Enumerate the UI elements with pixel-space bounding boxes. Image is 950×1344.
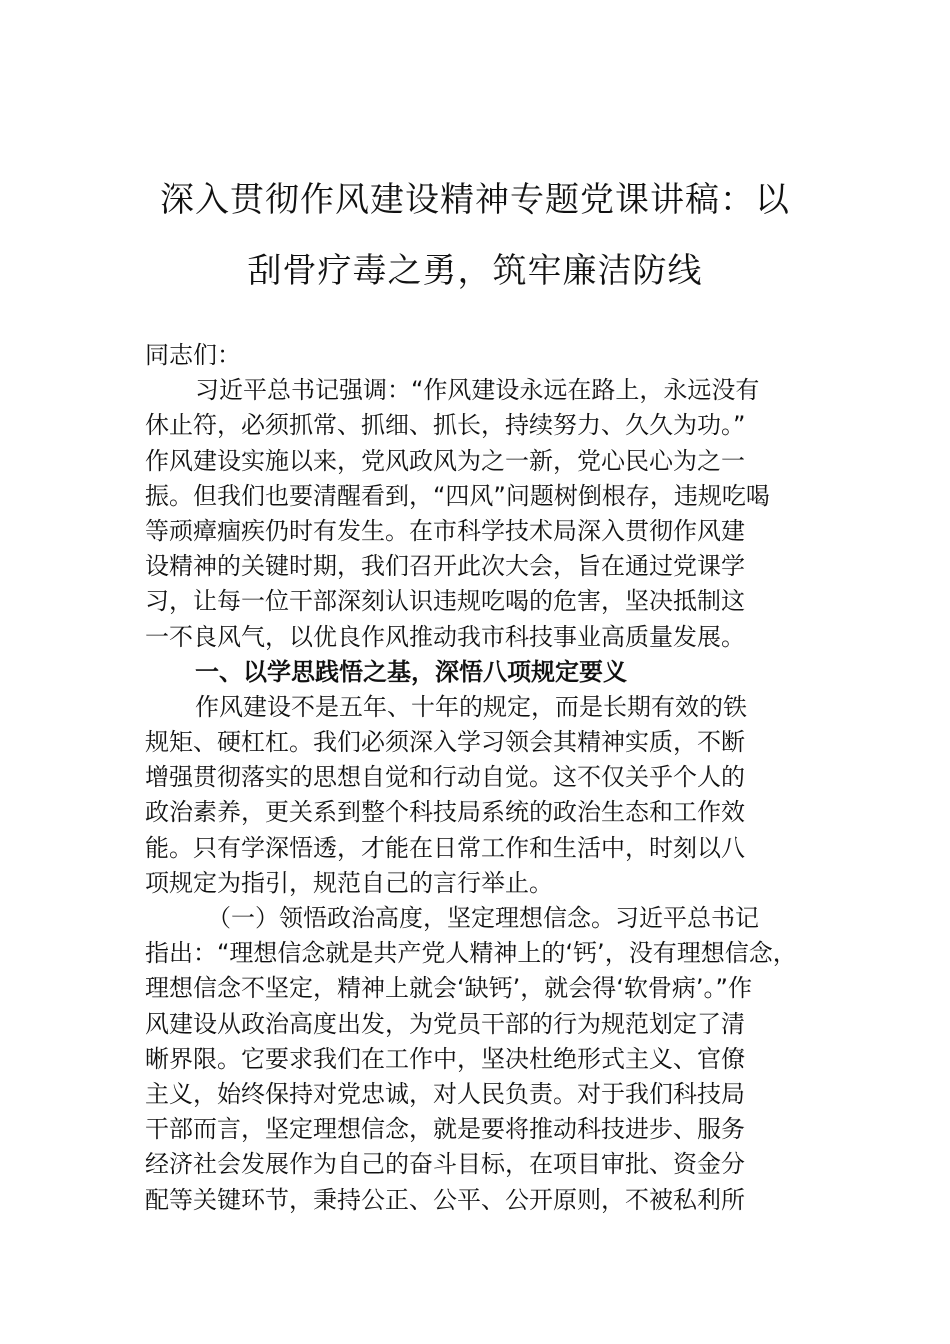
paragraph-line: 理想信念不坚定，精神上就会‘缺钙’，就会得‘软骨病’。”作: [145, 974, 752, 1003]
paragraph-line: 增强贯彻落实的思想自觉和行动自觉。这不仅关乎个人的: [145, 763, 745, 792]
paragraph-line: 振。但我们也要清醒看到，“四风”问题树倒根存，违规吃喝: [145, 481, 770, 510]
section-heading: 一、以学思践悟之基，深悟八项规定要义: [195, 657, 627, 686]
paragraph-line: 指出：“理想信念就是共产党人精神上的‘钙’，没有理想信念，: [145, 939, 797, 968]
paragraph-line: 政治素养，更关系到整个科技局系统的政治生态和工作效: [145, 798, 745, 827]
paragraph-line: 习，让每一位干部深刻认识违规吃喝的危害，坚决抵制这: [145, 587, 745, 616]
salutation: 同志们：: [145, 341, 241, 369]
subsection-line: （一）领悟政治高度，坚定理想信念。习近平总书记: [207, 904, 759, 932]
paragraph-line: 规矩、硬杠杠。我们必须深入学习领会其精神实质，不断: [145, 728, 745, 757]
paragraph-line: 能。只有学深悟透，才能在日常工作和生活中，时刻以八: [145, 833, 745, 862]
paragraph-line: 风建设从政治高度出发，为党员干部的行为规范划定了清: [145, 1009, 745, 1038]
paragraph-line: 休止符，必须抓常、抓细、抓长，持续努力、久久为功。”: [145, 411, 746, 440]
paragraph-line: 作风建设实施以来，党风政风为之一新，党心民心为之一: [145, 446, 745, 475]
paragraph-line: 主义，始终保持对党忠诚，对人民负责。对于我们科技局: [145, 1079, 745, 1108]
paragraph-line: 一不良风气，以优良作风推动我市科技事业高质量发展。: [145, 622, 745, 651]
document-title-line-2: 刮骨疗毒之勇，筑牢廉洁防线: [247, 251, 703, 291]
paragraph-line: 习近平总书记强调：“作风建设永远在路上，永远没有: [195, 376, 760, 405]
paragraph-line: 作风建设不是五年、十年的规定，而是长期有效的铁: [195, 692, 747, 721]
paragraph-line: 配等关键环节，秉持公正、公平、公开原则，不被私利所: [145, 1185, 745, 1214]
document-title-line-1: 深入贯彻作风建设精神专题党课讲稿：以: [160, 180, 790, 220]
paragraph-line: 晰界限。它要求我们在工作中，坚决杜绝形式主义、官僚: [145, 1044, 745, 1073]
paragraph-line: 经济社会发展作为自己的奋斗目标，在项目审批、资金分: [145, 1150, 745, 1179]
paragraph-line: 项规定为指引，规范自己的言行举止。: [145, 868, 553, 897]
paragraph-line: 设精神的关键时期，我们召开此次大会，旨在通过党课学: [145, 552, 745, 581]
paragraph-line: 等顽瘴痼疾仍时有发生。在市科学技术局深入贯彻作风建: [145, 516, 745, 545]
paragraph-line: 干部而言，坚定理想信念，就是要将推动科技进步、服务: [145, 1115, 745, 1144]
document-body: [145, 338, 825, 1218]
